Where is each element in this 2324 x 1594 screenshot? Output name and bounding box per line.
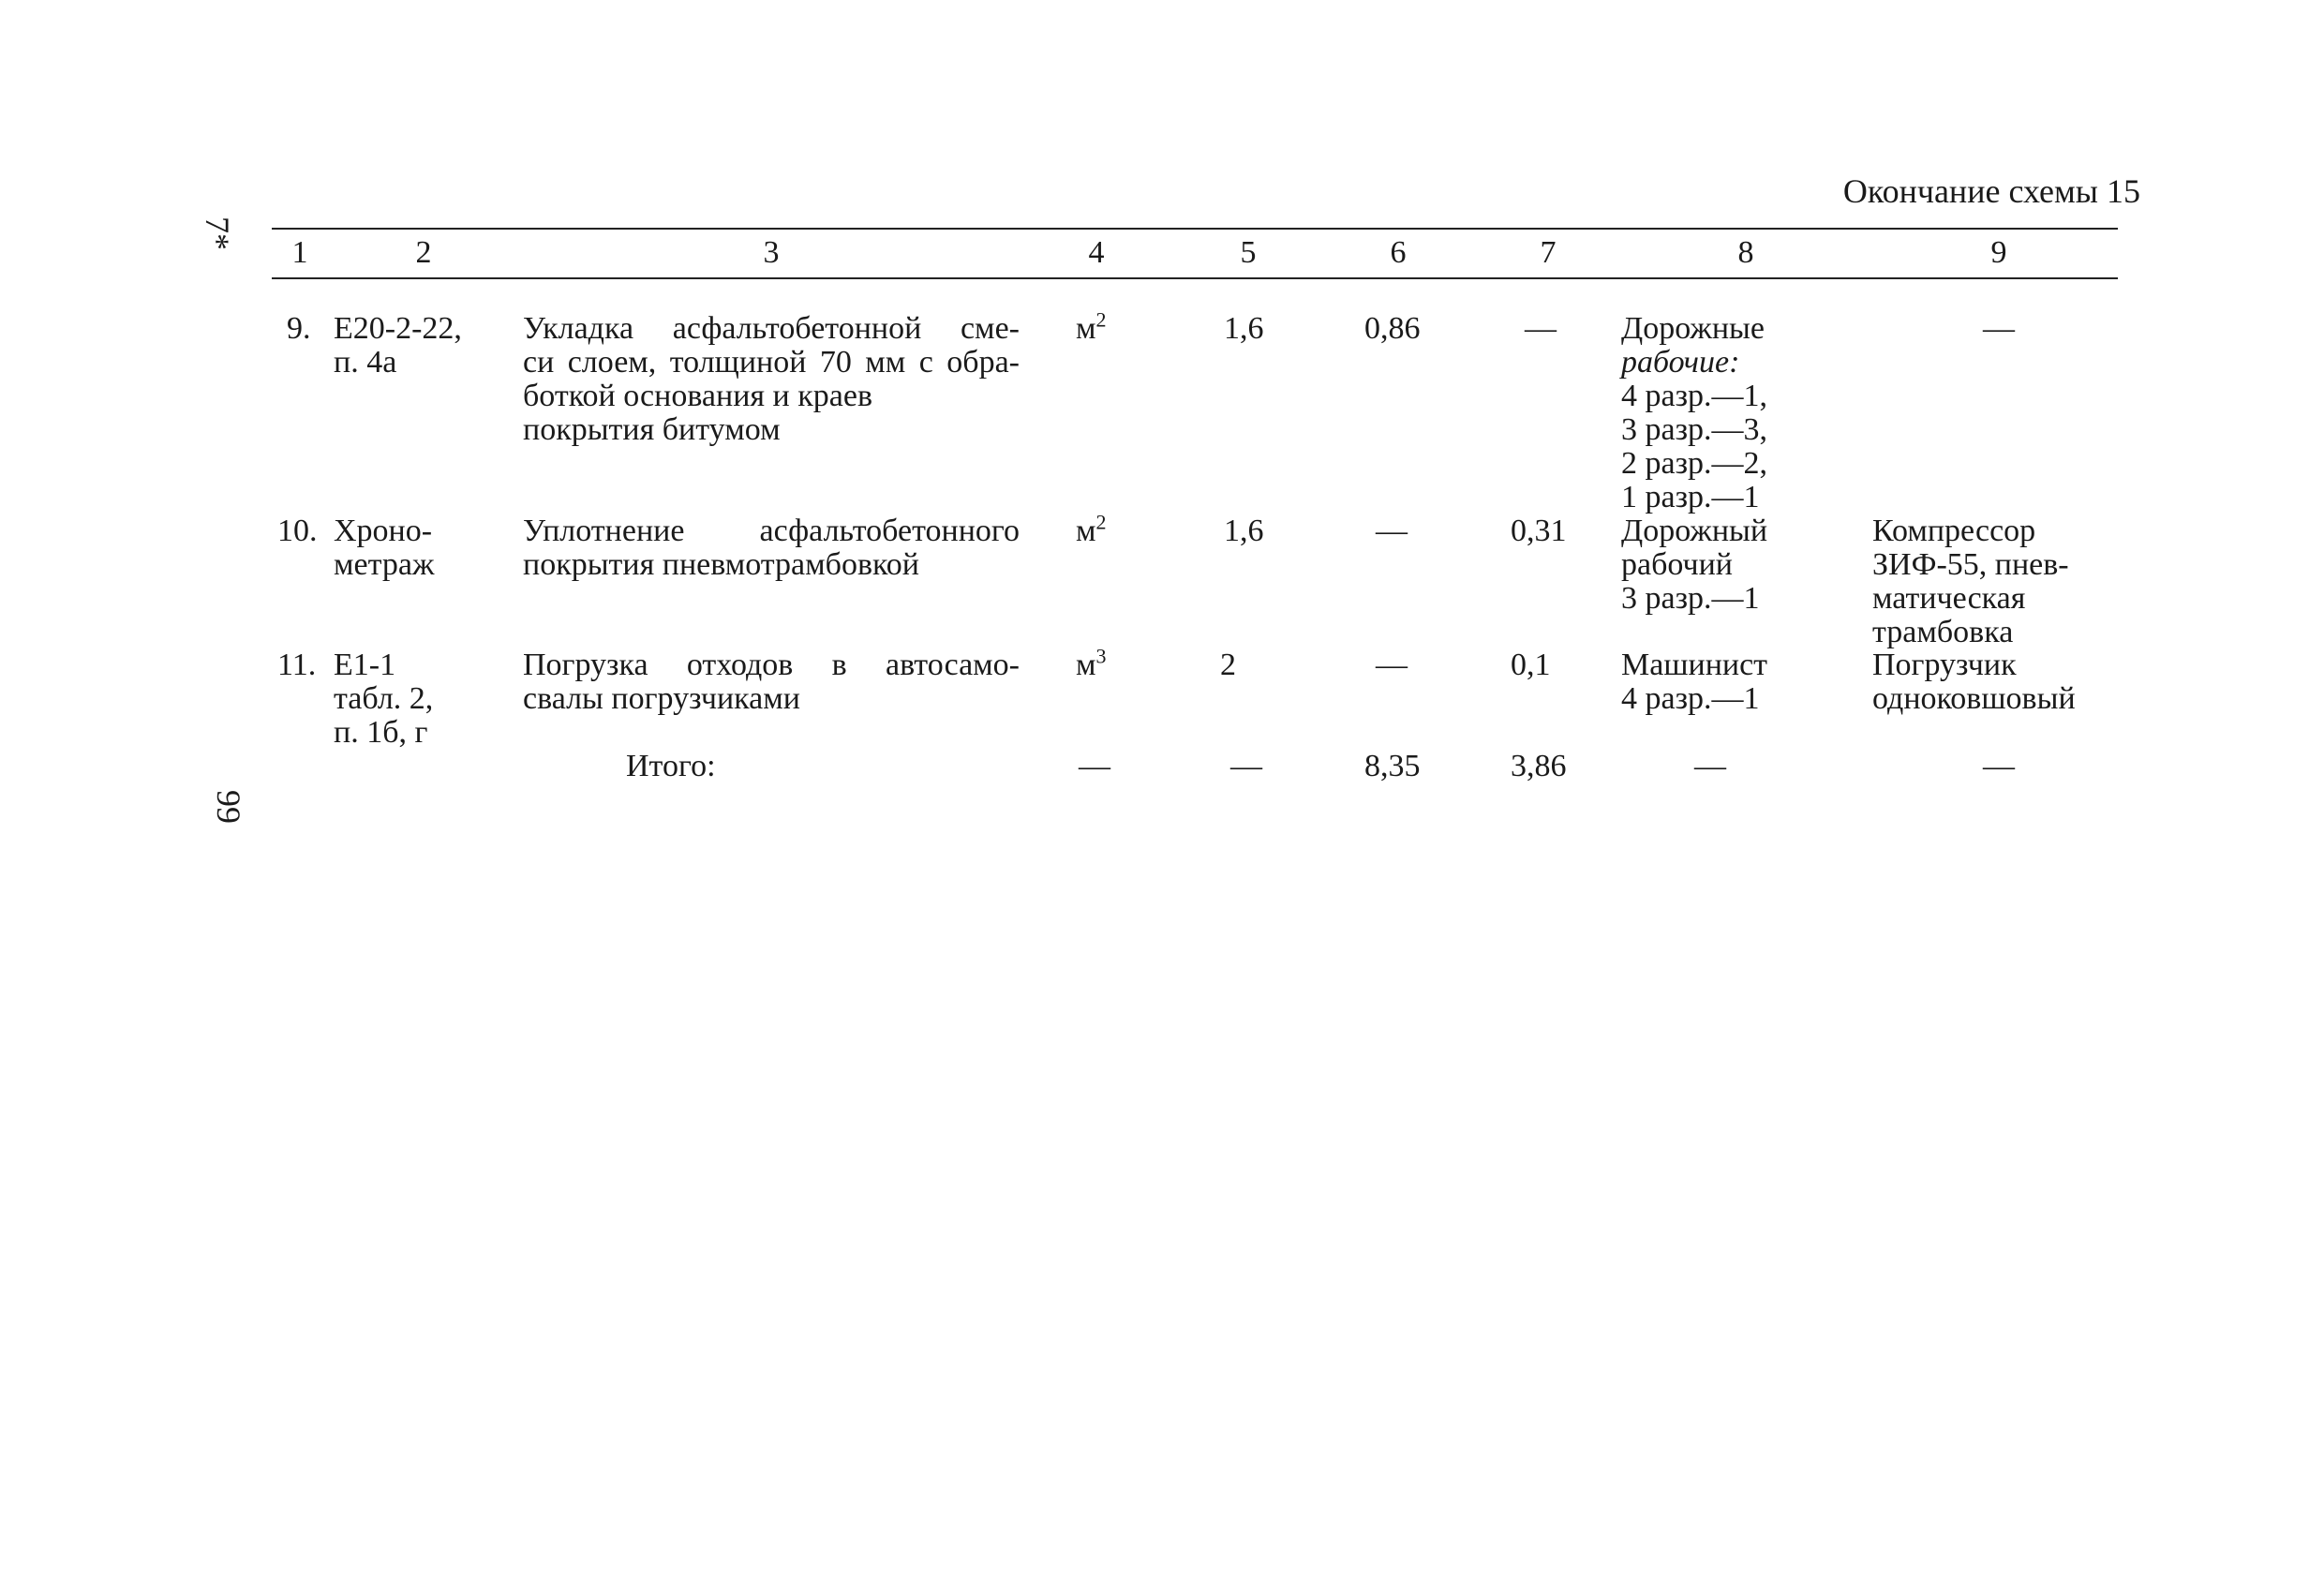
norm-code: Хроно- метраж [334, 514, 435, 582]
table-caption: Окончание схемы 15 [1842, 172, 2140, 210]
volume: 1,6 [1224, 311, 1264, 346]
col6-value: — [1376, 648, 1408, 682]
total-col6: 8,35 [1364, 749, 1421, 783]
col-header-9: 9 [1990, 235, 2007, 270]
total-label: Итого: [626, 749, 716, 783]
signature-mark: 7* [199, 216, 236, 250]
workers: Дорожный рабочий 3 разр.—1 [1621, 514, 1768, 616]
total-col4: — [1079, 749, 1110, 783]
norm-code: Е20-2-22, п. 4а [334, 311, 462, 380]
unit: $м^2$ [1076, 307, 1107, 346]
col-header-7: 7 [1540, 235, 1557, 270]
col6-value: 0,86 [1364, 311, 1421, 346]
work-description: Уплотнение асфальтобетонного покрытия пневмотрамбовкой [523, 514, 1020, 582]
work-description: Погрузка отходов в автосамо- свалы погрузчиками [523, 648, 1020, 716]
workers: Дорожные рабочие: 4 разр.—1, 3 разр.—3, 2 разр.—2, 1 разр.—1 [1621, 311, 1768, 514]
row-number: 10. [277, 514, 318, 548]
page-number: 99 [210, 790, 247, 824]
col-header-8: 8 [1737, 235, 1754, 270]
col-header-4: 4 [1088, 235, 1105, 270]
machines: — [1983, 311, 2015, 346]
col-header-5: 5 [1240, 235, 1257, 270]
col6-value: — [1376, 514, 1408, 548]
col7-value: 0,1 [1511, 648, 1551, 682]
row-number: 11. [277, 648, 317, 682]
row-number: 9. [287, 311, 311, 346]
total-col5: — [1230, 749, 1262, 783]
workers: Машинист 4 разр.—1 [1621, 648, 1768, 716]
volume: 1,6 [1224, 514, 1264, 548]
col7-value: — [1525, 311, 1557, 346]
unit: $м^3$ [1076, 644, 1107, 682]
col7-value: 0,31 [1511, 514, 1567, 548]
col-header-6: 6 [1390, 235, 1407, 270]
norm-code: Е1-1 табл. 2, п. 1б, г [334, 648, 434, 750]
col-header-2: 2 [415, 235, 432, 270]
volume: 2 [1220, 648, 1236, 682]
total-col8: — [1694, 749, 1726, 783]
work-description: Укладка асфальтобетонной сме- си слоем, толщиной 70 мм с обра- боткой основания и краев покрытия битумом [523, 311, 1020, 447]
machines: Компрессор ЗИФ-55, пнев- матическая трамбовка [1872, 514, 2069, 649]
col-header-3: 3 [763, 235, 780, 270]
total-col7: 3,86 [1511, 749, 1567, 783]
header-top-rule [272, 228, 2118, 230]
unit: $м^2$ [1076, 510, 1107, 548]
machines: Погрузчик одноковшовый [1872, 648, 2076, 716]
header-bottom-rule [272, 277, 2118, 279]
col-header-1: 1 [291, 235, 308, 270]
total-col9: — [1983, 749, 2015, 783]
